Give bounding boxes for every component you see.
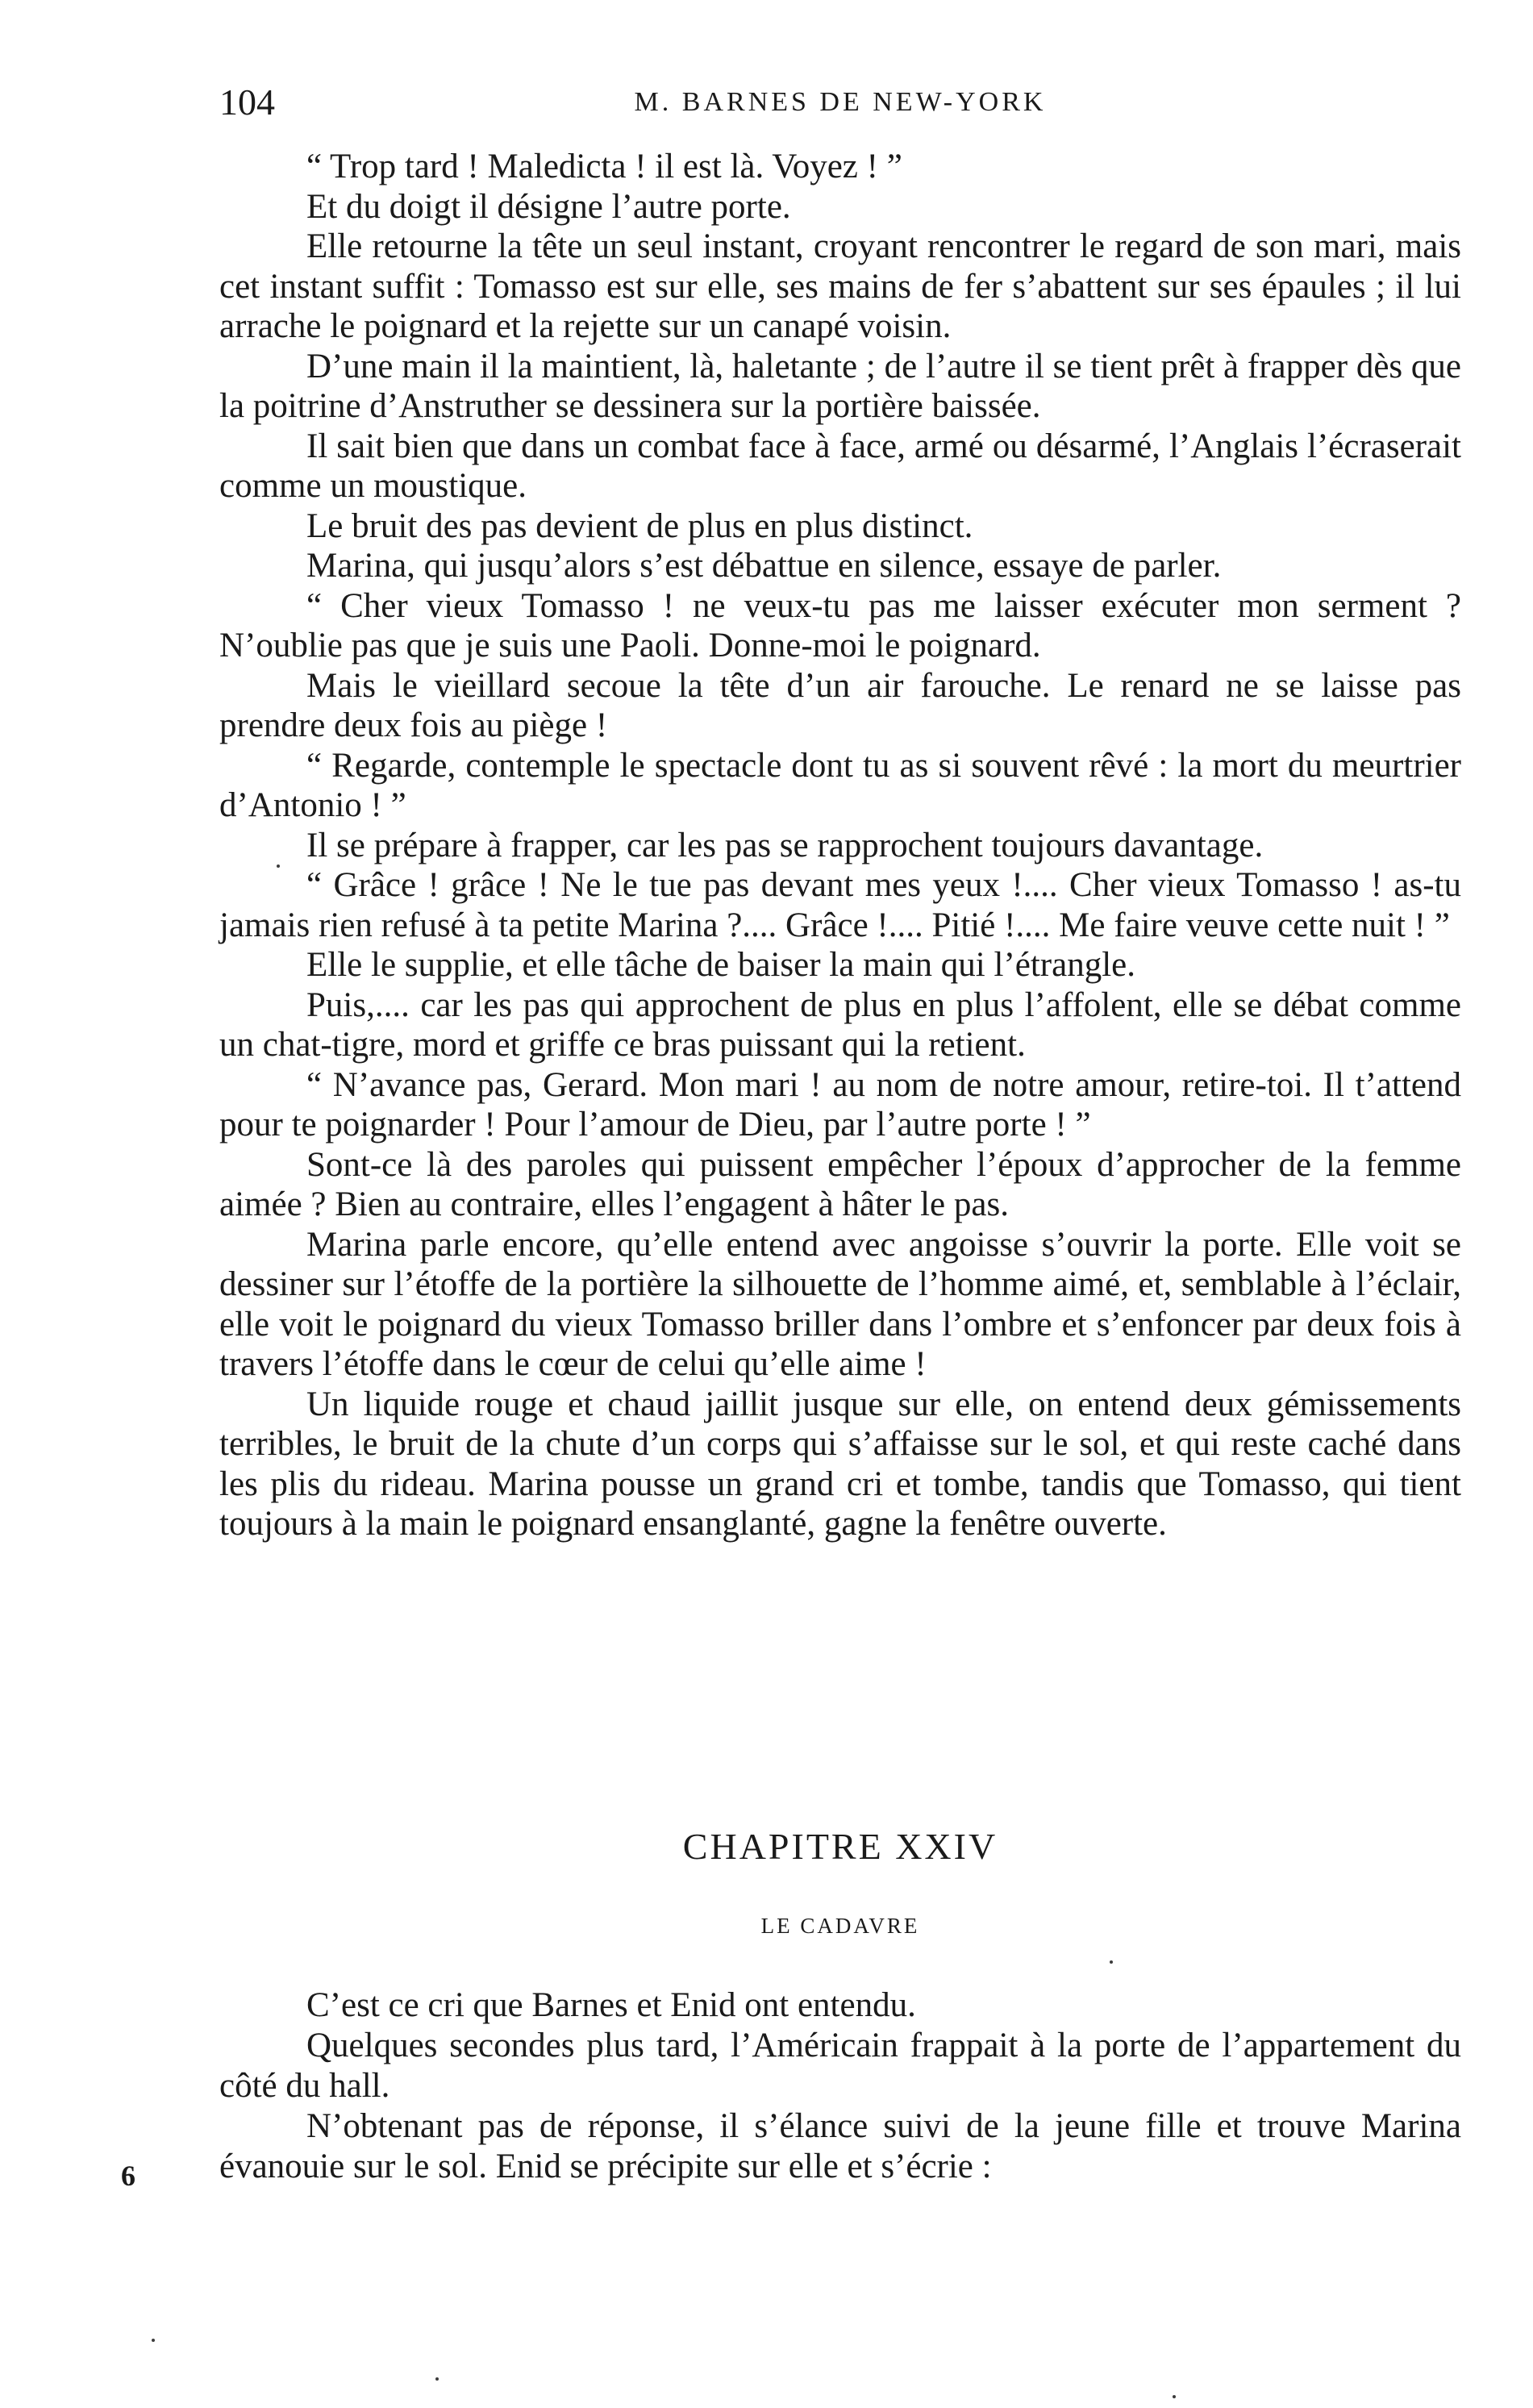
ink-speck	[1173, 2395, 1176, 2398]
paragraph: Puis,.... car les pas qui approchent de plus en plus l’affolent, elle se débat comme un chat-tigre, mord et griffe ce bras puissant qui la retient.	[219, 985, 1461, 1064]
paragraph: Mais le vieillard secoue la tête d’un air farouche. Le renard ne se laisse pas prendre deux fois au piège !	[219, 666, 1461, 744]
ink-speck	[152, 2339, 155, 2342]
paragraph: Quelques secondes plus tard, l’Américain frappait à la porte de l’appartement du côté du hall.	[219, 2027, 1461, 2105]
ink-speck	[1110, 1960, 1113, 1964]
paragraph: C’est ce cri que Barnes et Enid ont entendu.	[306, 1986, 916, 2024]
page-number: 104	[219, 81, 275, 123]
paragraph: “ Grâce ! grâce ! Ne le tue pas devant mes yeux !.... Cher vieux Tomasso ! as-tu jamais rien refusé à ta petite Marina ?.... Grâce !.... Pitié !.... Me faire veuve cette nuit ! ”	[219, 866, 1461, 944]
paragraph: Il sait bien que dans un combat face à face, armé ou désarmé, l’Anglais l’écraserait comme un moustique.	[219, 427, 1461, 505]
paragraph: Il se prépare à frapper, car les pas se rapprochent toujours davantage.	[306, 826, 1264, 864]
paragraph: Sont-ce là des paroles qui puissent empêcher l’époux d’approcher de la femme aimée ? Bien au contraire, elles l’engagent à hâter le pas.	[219, 1145, 1461, 1223]
paragraph: Marina, qui jusqu’alors s’est débattue en silence, essaye de parler.	[306, 547, 1222, 585]
paragraph: Un liquide rouge et chaud jaillit jusque sur elle, on entend deux gémissements terribles, le bruit de la chute d’un corps qui s’affaisse sur le sol, et qui reste caché dans les plis du rideau. Marina pousse un grand cri et tombe, tandis que Tomasso, qui tient toujours à la main le poignard ensanglanté, gagne la fenêtre ouverte.	[219, 1385, 1461, 1543]
ink-speck	[435, 2377, 439, 2381]
running-head	[219, 74, 1461, 131]
printer-signature-mark: 6	[121, 2160, 135, 2192]
chapter-body-text	[219, 1985, 1461, 2187]
paragraph: N’obtenant pas de réponse, il s’élance suivi de la jeune fille et trouve Marina évanouie sur le sol. Enid se précipite sur elle et s’écrie :	[219, 2107, 1461, 2185]
running-title: M. BARNES DE NEW-YORK	[634, 87, 1047, 117]
paragraph: Le bruit des pas devient de plus en plus distinct.	[306, 506, 973, 545]
ink-speck	[277, 864, 280, 868]
paragraph: “ Cher vieux Tomasso ! ne veux-tu pas me laisser exécuter mon serment ? N’oublie pas que je suis une Paoli. Donne-moi le poignard.	[219, 586, 1461, 664]
paragraph: “ Trop tard ! Maledicta ! il est là. Voyez ! ”	[306, 148, 902, 185]
paragraph: Elle retourne la tête un seul instant, croyant rencontrer le regard de son mari, mais cet instant suffit : Tomasso est sur elle, ses mains de fer s’abattent sur ses épaules ; il lui arrache le poignard et la rejette sur un canapé voisin.	[219, 227, 1461, 345]
paragraph: “ N’avance pas, Gerard. Mon mari ! au nom de notre amour, retire-toi. Il t’attend pour te poignarder ! Pour l’amour de Dieu, par l’autre porte ! ”	[219, 1065, 1461, 1144]
paragraph: D’une main il la maintient, là, haletante ; de l’autre il se tient prêt à frapper dès que la poitrine d’Anstruther se dessinera sur la portière baissée.	[219, 347, 1461, 425]
paragraph: “ Regarde, contemple le spectacle dont tu as si souvent rêvé : la mort du meurtrier d’Antonio ! ”	[219, 746, 1461, 824]
paragraph: Elle le supplie, et elle tâche de baiser la main qui l’étrangle.	[306, 946, 1135, 984]
chapter-subtitle: LE CADAVRE	[760, 1914, 920, 1938]
paragraph: Marina parle encore, qu’elle entend avec angoisse s’ouvrir la porte. Elle voit se dessiner sur l’étoffe de la portière la silhouette de l’homme aimé, et, semblable à l’éclair, elle voit le poignard du vieux Tomasso briller dans l’ombre et s’enfoncer par deux fois à travers l’étoffe dans le cœur de celui qu’elle aime !	[219, 1225, 1461, 1383]
paragraph: Et du doigt il désigne l’autre porte.	[306, 187, 791, 226]
body-text	[219, 147, 1461, 1808]
chapter-title: CHAPITRE XXIV	[682, 1826, 998, 1867]
